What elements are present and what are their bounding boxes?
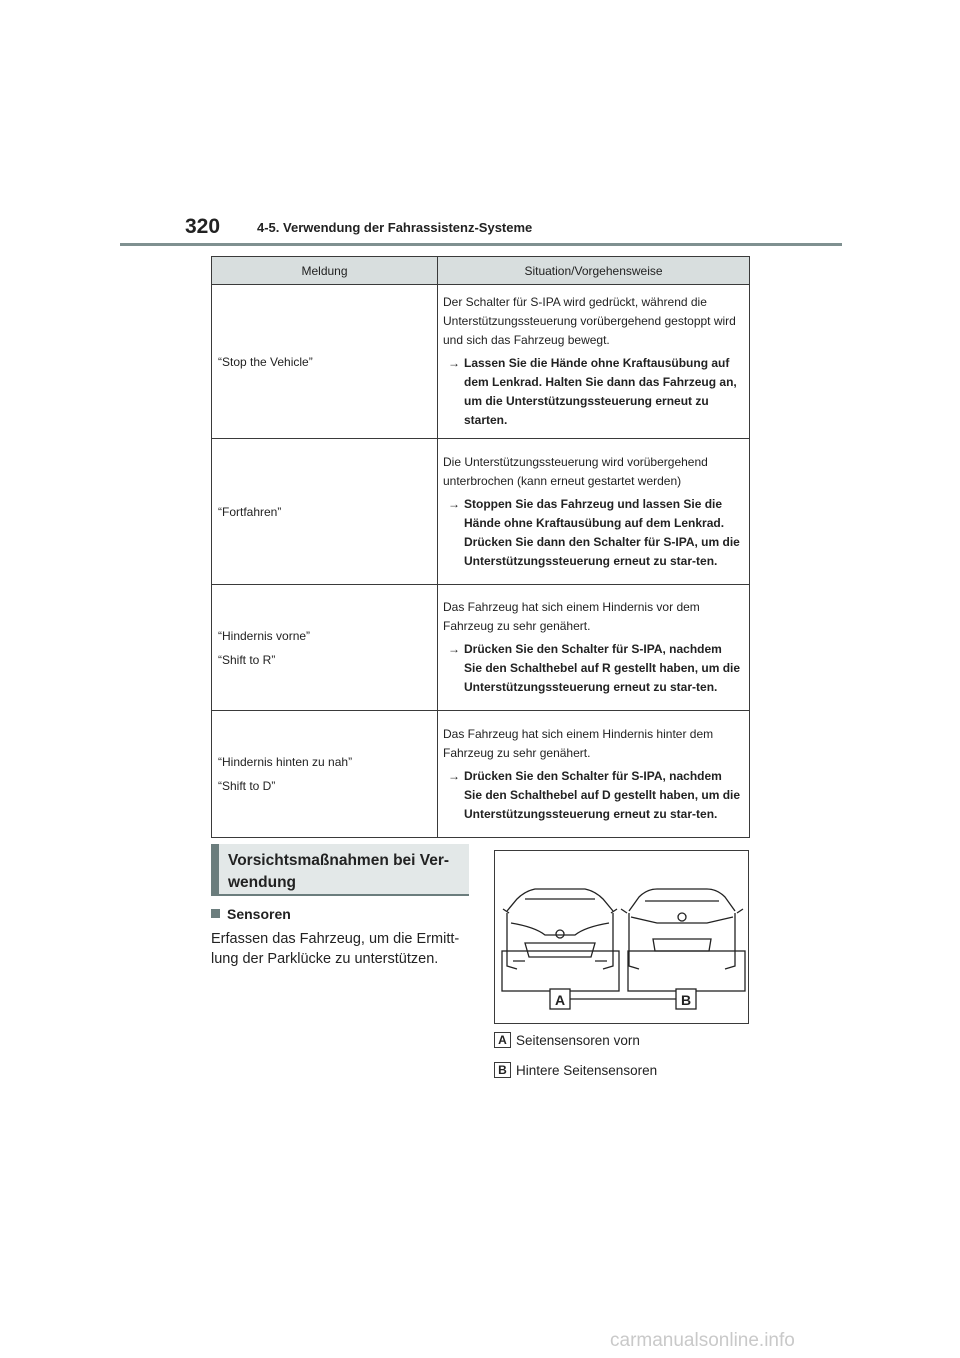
legend-text-b: Hintere Seitensensoren [516,1062,658,1078]
message-text: “Shift to D” [218,779,276,793]
message-cell [212,585,438,711]
message-text: “Stop the Vehicle” [218,354,313,369]
situation-text: Die Unterstützungssteuerung wird vorübergehend unterbrochen (kann erneut gestartet werden) [443,454,708,488]
action-item [443,767,743,824]
precautions-heading-text: Vorsichtsmaßnahmen bei Ver-wendung [228,852,450,891]
situation-cell [438,439,750,585]
page-number: 320 [185,215,221,238]
message-cell [212,711,438,838]
label-b: B [680,992,692,1008]
table-row [212,285,750,439]
car-illustration [495,851,748,1023]
sensor-location-figure [494,850,749,1024]
table-header-row [212,257,750,285]
legend-key-b: B [494,1062,511,1078]
sensors-description: Erfassen das Fahrzeug, um die Ermitt-lung der Parklücke zu unterstützen. [211,931,460,967]
message-table [211,256,750,838]
car-front-drawing [503,889,617,969]
situation-text: Das Fahrzeug hat sich einem Hindernis hinter dem Fahrzeug zu sehr genähert. [443,726,714,760]
watermark: carmanualsonline.info [610,1330,795,1351]
header-rule [120,243,842,246]
action-text: Stoppen Sie das Fahrzeug und lassen Sie die Hände ohne Kraftausübung auf dem Lenkrad. Drücken Sie dann den Schalter für S-IPA, um die Unterstützungssteuerung erneut zu star-ten. [464,496,740,568]
car-rear-drawing [621,889,743,969]
column-header-message: Meldung [212,257,438,285]
message-cell [212,285,438,439]
action-text: Drücken Sie den Schalter für S-IPA, nachdem Sie den Schalthebel auf D gestellt haben, um die Unterstützungssteuerung erneut zu star-ten. [464,768,741,821]
square-bullet-icon [211,909,220,918]
precautions-heading [211,844,469,896]
action-item [443,495,743,571]
rear-sensor-zone [628,951,745,991]
legend-item-b [494,1062,657,1078]
message-text: “Hindernis hinten zu nah” [218,755,353,769]
column-header-situation: Situation/Vorgehensweise [438,257,750,285]
situation-cell [438,285,750,439]
message-text: “Fortfahren” [218,504,282,519]
legend-text-a: Seitensensoren vorn [516,1032,640,1048]
legend-item-a [494,1032,640,1048]
action-item [443,354,743,430]
message-cell [212,439,438,585]
legend-key-a: A [494,1032,511,1048]
action-text: Lassen Sie die Hände ohne Kraftausübung auf dem Lenkrad. Halten Sie dann das Fahrzeug an, um die Unterstützungssteuerung erneut zu starten. [464,356,737,427]
arrow-right-icon: → [448,768,460,783]
situation-cell [438,711,750,838]
message-text: “Hindernis vorne” [218,628,311,643]
section-title: 4-5. Verwendung der Fahrassistenz-Systeme [257,220,533,235]
arrow-right-icon: → [448,642,460,656]
action-item [443,640,743,697]
table-row [212,439,750,585]
situation-text: Der Schalter für S-IPA wird gedrückt, während die Unterstützungssteuerung vorübergehend gestoppt wird und sich das Fahrzeug bewegt. [443,295,736,347]
sensors-heading-text: Sensoren [227,906,291,922]
situation-cell [438,585,750,711]
situation-text: Das Fahrzeug hat sich einem Hindernis vor dem Fahrzeug zu sehr genähert. [443,600,700,633]
label-a: A [554,992,566,1008]
message-text: “Shift to R” [218,652,276,667]
sensors-heading [211,906,291,922]
table-row [212,711,750,838]
arrow-right-icon: → [448,356,460,370]
table-row [212,585,750,711]
arrow-right-icon: → [448,496,460,511]
action-text: Drücken Sie den Schalter für S-IPA, nachdem Sie den Schalthebel auf R gestellt haben, um die Unterstützungssteuerung erneut zu star-ten. [464,642,741,694]
